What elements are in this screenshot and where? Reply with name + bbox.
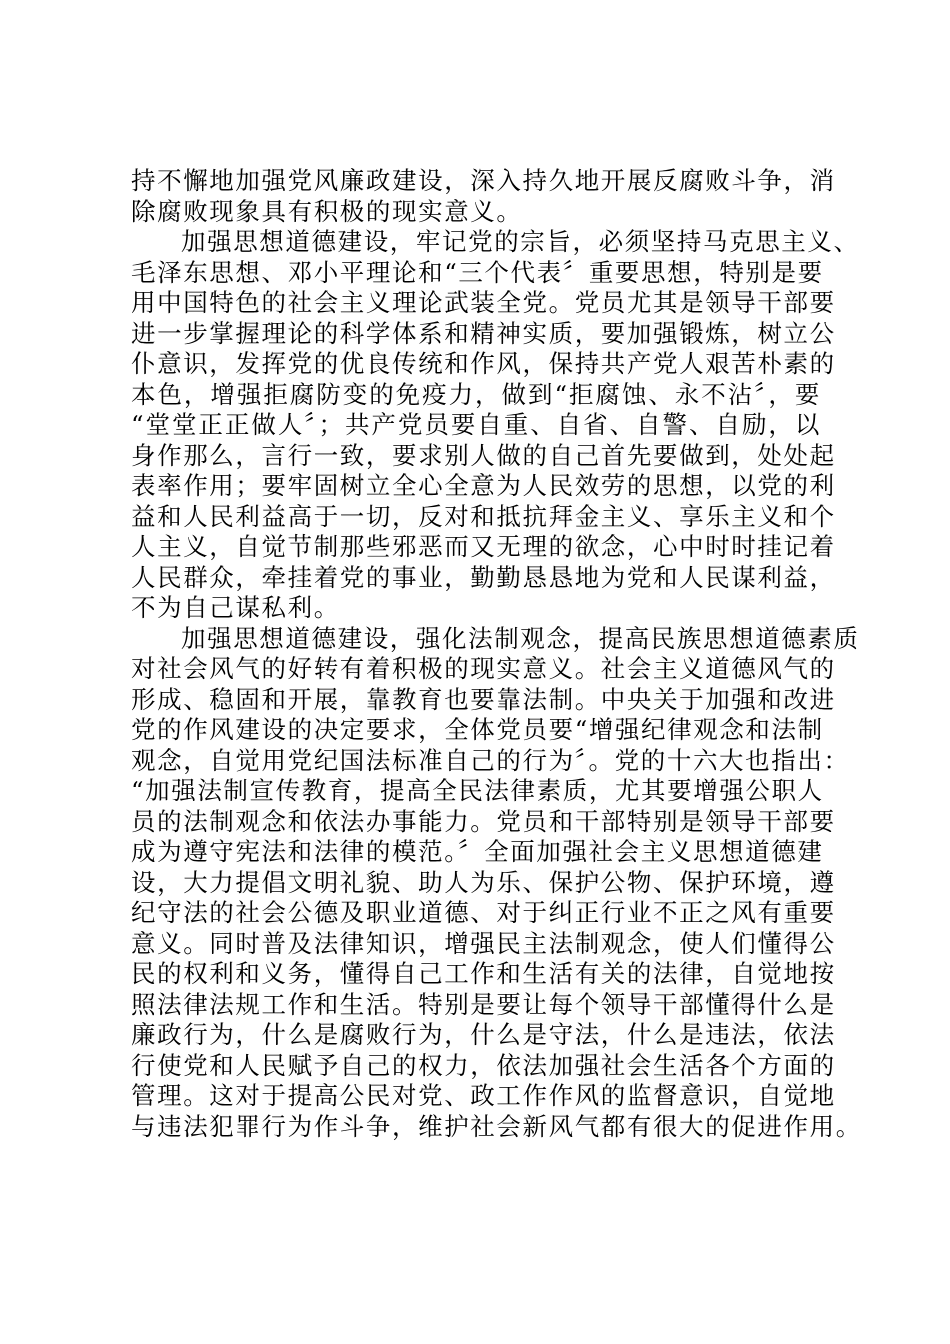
paragraph-line: 党的作风建设的决定要求，全体党员要“增强纪律观念和法制 bbox=[131, 715, 824, 744]
paragraph-line: 本色，增强拒腐防变的免疫力，做到“拒腐蚀、永不沾〞，要 bbox=[131, 379, 821, 409]
paragraph-1 bbox=[131, 166, 836, 227]
paragraph-line: 观念，自觉用党纪国法标准自己的行为〞。党的十六大也指出： bbox=[131, 745, 850, 775]
document-body bbox=[131, 166, 862, 1142]
paragraph-line: 用中国特色的社会主义理论武装全党。党员尤其是领导干部要 bbox=[131, 288, 836, 317]
paragraph-line: 人主义，自觉节制那些邪恶而又无理的欲念，心中时时挂记着 bbox=[131, 532, 836, 561]
paragraph-line: 人民群众，牵挂着党的事业，勤勤恳恳地为党和人民谋利益， bbox=[131, 562, 836, 592]
paragraph-line: 不为自己谋私利。 bbox=[131, 593, 340, 622]
paragraph-line: 员的法制观念和依法办事能力。党员和干部特别是领导干部要 bbox=[131, 806, 836, 836]
paragraph-line: 民的权利和义务，懂得自己工作和生活有关的法律，自觉地按 bbox=[131, 959, 836, 988]
paragraph-line: 除腐败现象具有积极的现实意义。 bbox=[131, 196, 523, 226]
paragraph-line: 设，大力提倡文明礼貌、助人为乐、保护公物、保护环境，遵 bbox=[131, 867, 836, 897]
paragraph-line: 对社会风气的好转有着积极的现实意义。社会主义道德风气的 bbox=[131, 654, 836, 683]
paragraph-line: 纪守法的社会公德及职业道德、对于纠正行业不正之风有重要 bbox=[131, 898, 836, 927]
paragraph-line: 加强思想道德建设，强化法制观念，提高民族思想道德素质 bbox=[181, 623, 860, 653]
paragraph-line: 与违法犯罪行为作斗争，维护社会新风气都有很大的促进作用。 bbox=[131, 1111, 862, 1141]
paragraph-line: 加强思想道德建设，牢记党的宗旨，必须坚持马克思主义、 bbox=[181, 227, 860, 256]
paragraph-line: 管理。这对于提高公民对党、政工作作风的监督意识，自觉地 bbox=[131, 1081, 836, 1110]
paragraph-line: 益和人民利益高于一切，反对和抵抗拜金主义、享乐主义和个 bbox=[131, 501, 836, 531]
paragraph-3 bbox=[131, 623, 862, 1143]
paragraph-line: 身作那么，言行一致，要求别人做的自己首先要做到，处处起 bbox=[131, 440, 836, 470]
paragraph-2 bbox=[131, 227, 860, 624]
paragraph-line: “堂堂正正做人〞；共产党员要自重、自省、自警、自励，以 bbox=[131, 410, 821, 439]
paragraph-line: 进一步掌握理论的科学体系和精神实质，要加强锻炼，树立公 bbox=[131, 318, 836, 348]
paragraph-line: 仆意识，发挥党的优良传统和作风，保持共产党人艰苦朴素的 bbox=[131, 349, 836, 378]
paragraph-line: “加强法制宣传教育，提高全民法律素质，尤其要增强公职人 bbox=[131, 776, 824, 805]
paragraph-line: 照法律法规工作和生活。特别是要让每个领导干部懂得什么是 bbox=[131, 989, 836, 1019]
paragraph-line: 意义。同时普及法律知识，增强民主法制观念，使人们懂得公 bbox=[131, 928, 836, 958]
paragraph-line: 行使党和人民赋予自己的权力，依法加强社会生活各个方面的 bbox=[131, 1050, 836, 1080]
paragraph-line: 表率作用；要牢固树立全心全意为人民效劳的思想，以党的利 bbox=[131, 471, 836, 500]
paragraph-line: 形成、稳固和开展，靠教育也要靠法制。中央关于加强和改进 bbox=[131, 684, 836, 714]
paragraph-line: 成为遵守宪法和法律的模范。〞全面加强社会主义思想道德建 bbox=[131, 837, 824, 866]
paragraph-line: 毛泽东思想、邓小平理论和“三个代表〞重要思想，特别是要 bbox=[131, 257, 824, 287]
paragraph-line: 廉政行为，什么是腐败行为，什么是守法，什么是违法，依法 bbox=[131, 1020, 836, 1049]
paragraph-line: 持不懈地加强党风廉政建设，深入持久地开展反腐败斗争，消 bbox=[131, 166, 836, 195]
